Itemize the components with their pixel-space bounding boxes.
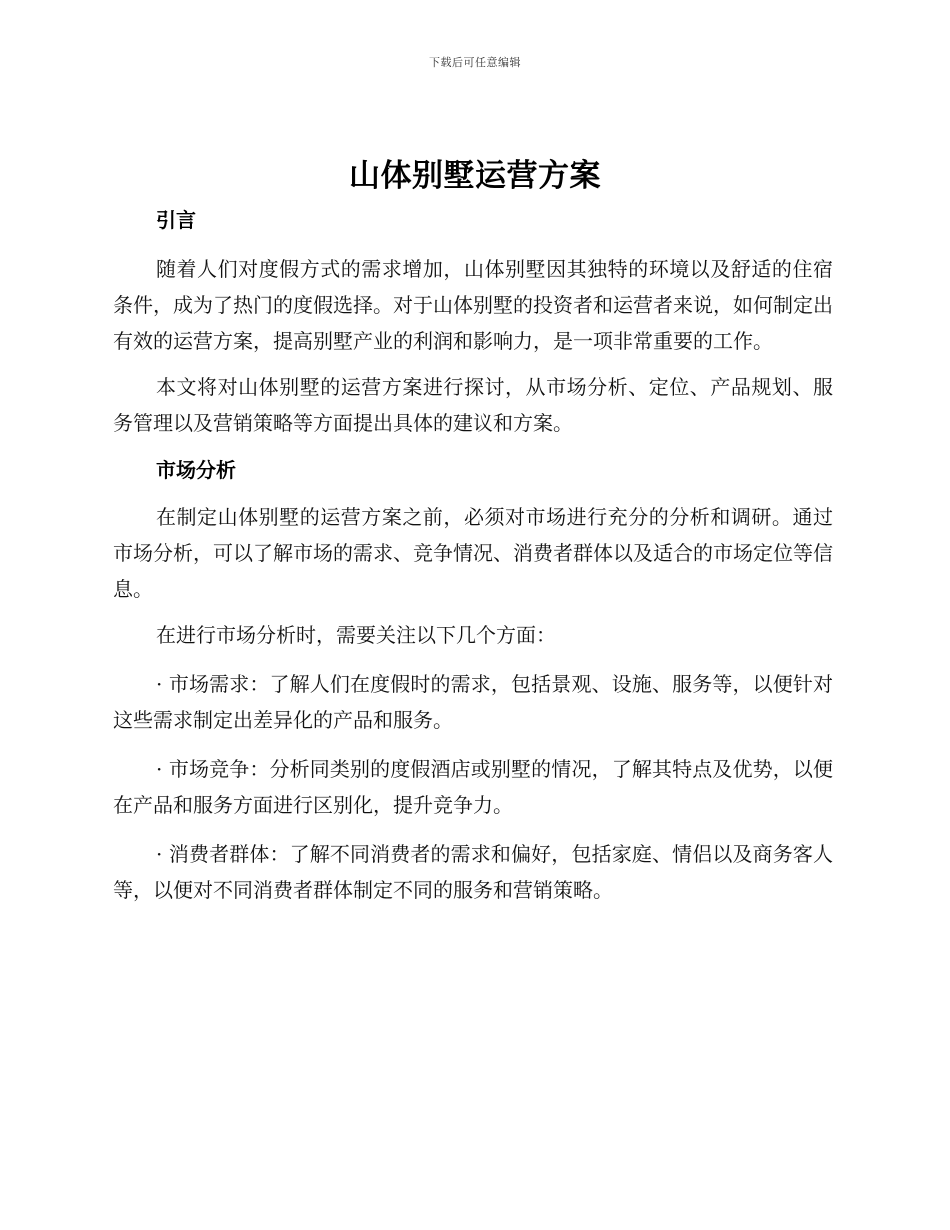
bullet-item-consumer-groups: · 消费者群体：了解不同消费者的需求和偏好，包括家庭、情侣以及商务客人等，以便对不同消费者群体制定不同的服务和营销策略。 — [113, 842, 833, 902]
paragraph: 随着人们对度假方式的需求增加，山体别墅因其独特的环境以及舒适的住宿条件，成为了热门的度假选择。对于山体别墅的投资者和运营者来说，如何制定出有效的运营方案，提高别墅产业的利润和影响力，是一项非常重要的工作。 — [113, 257, 833, 353]
bullet-item-market-competition: · 市场竞争：分析同类别的度假酒店或别墅的情况，了解其特点及优势，以便在产品和服务方面进行区别化，提升竞争力。 — [113, 757, 833, 817]
document-body — [113, 205, 833, 921]
bullet-item-market-demand: · 市场需求：了解人们在度假时的需求，包括景观、设施、服务等，以便针对这些需求制定出差异化的产品和服务。 — [113, 672, 833, 732]
section-heading-introduction: 引言 — [156, 208, 196, 232]
paragraph: 在进行市场分析时，需要关注以下几个方面： — [156, 623, 556, 647]
header-note: 下载后可任意编辑 — [429, 56, 521, 69]
paragraph: 在制定山体别墅的运营方案之前，必须对市场进行充分的分析和调研。通过市场分析，可以了解市场的需求、竞争情况、消费者群体以及适合的市场定位等信息。 — [113, 505, 833, 601]
document-title: 山体别墅运营方案 — [349, 158, 601, 194]
section-heading-market-analysis: 市场分析 — [156, 458, 236, 482]
paragraph: 本文将对山体别墅的运营方案进行探讨，从市场分析、定位、产品规划、服务管理以及营销策略等方面提出具体的建议和方案。 — [113, 375, 833, 435]
